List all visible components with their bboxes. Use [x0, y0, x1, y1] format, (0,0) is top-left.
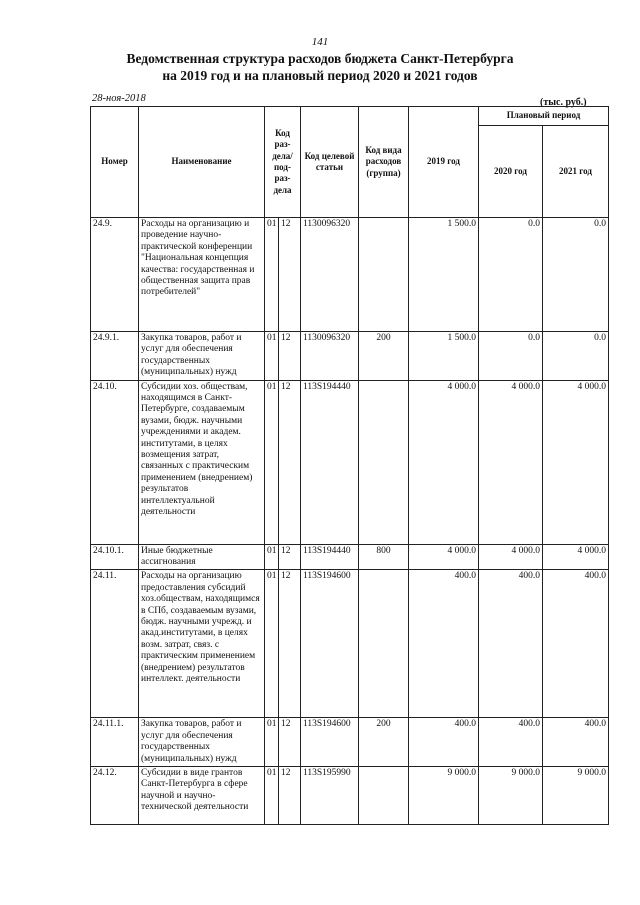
row-2021: 9 000.0: [543, 767, 609, 825]
row-number: 24.11.1.: [91, 718, 139, 767]
row-number: 24.9.1.: [91, 332, 139, 381]
document-date: 28-ноя-2018: [92, 93, 146, 104]
row-2019: 1 500.0: [409, 332, 479, 381]
row-2019: 4 000.0: [409, 544, 479, 570]
header-planned-period: Плановый период: [479, 107, 609, 126]
row-2019: 4 000.0: [409, 380, 479, 544]
row-subsection: 12: [279, 570, 301, 718]
title-line-1: Ведомственная структура расходов бюджета Санкт-Петербурга: [126, 51, 514, 66]
row-section: 01: [265, 218, 279, 332]
units-label: (тыс. руб.): [540, 97, 587, 108]
row-2021: 4 000.0: [543, 380, 609, 544]
row-2019: 9 000.0: [409, 767, 479, 825]
row-name: Расходы на организацию и проведение научно-практической конференции "Национальная концепция качества: государственная и общественная защита прав потребителей": [139, 218, 265, 332]
header-exptype: Код вида расходов (группа): [359, 107, 409, 218]
row-target: 113S194600: [301, 570, 359, 718]
row-2021: 4 000.0: [543, 544, 609, 570]
header-2020: 2020 год: [479, 126, 543, 218]
row-target: 113S194440: [301, 544, 359, 570]
row-subsection: 12: [279, 767, 301, 825]
row-number: 24.10.1.: [91, 544, 139, 570]
table-row: [91, 544, 609, 570]
header-2019: 2019 год: [409, 107, 479, 218]
row-2020: 0.0: [479, 218, 543, 332]
row-target: 113S194600: [301, 718, 359, 767]
row-exptype: [359, 218, 409, 332]
row-target: 1130096320: [301, 218, 359, 332]
row-2020: 4 000.0: [479, 380, 543, 544]
header-2021: 2021 год: [543, 126, 609, 218]
row-name: Иные бюджетные ассигнования: [139, 544, 265, 570]
row-exptype: 800: [359, 544, 409, 570]
row-exptype: [359, 767, 409, 825]
row-name: Субсидии в виде грантов Санкт-Петербурга в сфере научной и научно-технической деятельности: [139, 767, 265, 825]
row-2020: 0.0: [479, 332, 543, 381]
row-2019: 1 500.0: [409, 218, 479, 332]
table-row: [91, 767, 609, 825]
document-title: [40, 50, 600, 84]
row-section: 01: [265, 380, 279, 544]
row-2021: 400.0: [543, 570, 609, 718]
row-2021: 400.0: [543, 718, 609, 767]
table-row: [91, 332, 609, 381]
row-exptype: [359, 380, 409, 544]
row-section: 01: [265, 767, 279, 825]
row-section: 01: [265, 544, 279, 570]
row-target: 113S195990: [301, 767, 359, 825]
row-number: 24.12.: [91, 767, 139, 825]
budget-table: [90, 106, 609, 825]
header-section: Код раз-дела/ под-раз-дела: [265, 107, 301, 218]
row-number: 24.10.: [91, 380, 139, 544]
row-section: 01: [265, 570, 279, 718]
row-subsection: 12: [279, 332, 301, 381]
row-exptype: 200: [359, 332, 409, 381]
row-2021: 0.0: [543, 218, 609, 332]
row-2020: 400.0: [479, 718, 543, 767]
table-row: [91, 218, 609, 332]
table-row: [91, 380, 609, 544]
row-2021: 0.0: [543, 332, 609, 381]
row-target: 113S194440: [301, 380, 359, 544]
row-subsection: 12: [279, 544, 301, 570]
row-subsection: 12: [279, 380, 301, 544]
row-name: Закупка товаров, работ и услуг для обеспечения государственных (муниципальных) нужд: [139, 332, 265, 381]
row-name: Закупка товаров, работ и услуг для обеспечения государственных (муниципальных) нужд: [139, 718, 265, 767]
row-number: 24.11.: [91, 570, 139, 718]
row-section: 01: [265, 332, 279, 381]
row-2020: 9 000.0: [479, 767, 543, 825]
header-number: Номер: [91, 107, 139, 218]
row-2019: 400.0: [409, 570, 479, 718]
row-2020: 400.0: [479, 570, 543, 718]
row-section: 01: [265, 718, 279, 767]
row-number: 24.9.: [91, 218, 139, 332]
row-2019: 400.0: [409, 718, 479, 767]
table-row: [91, 570, 609, 718]
row-subsection: 12: [279, 218, 301, 332]
row-name: Расходы на организацию предоставления субсидий хоз.обществам, находящимся в СПб, создаваемым вузами, бюдж. научными учрежд. и акад.институтами, в целях возм. затрат, связ. с практическим применением (внедрением) результатов интеллект. деятельности: [139, 570, 265, 718]
header-target: Код целевой статьи: [301, 107, 359, 218]
row-name: Субсидии хоз. обществам, находящимся в Санкт-Петербурге, создаваемым вузами, бюдж. научными учреждениями и академ. институтами, в целях возмещения затрат, связанных с практическим применением (внедрением) результатов интеллектуальной деятельности: [139, 380, 265, 544]
page-number: 141: [311, 36, 329, 48]
table-row: [91, 718, 609, 767]
header-row-1: [91, 107, 609, 126]
row-subsection: 12: [279, 718, 301, 767]
row-exptype: [359, 570, 409, 718]
row-exptype: 200: [359, 718, 409, 767]
header-name: Наименование: [139, 107, 265, 218]
row-2020: 4 000.0: [479, 544, 543, 570]
title-line-2: на 2019 год и на плановый период 2020 и 2021 годов: [162, 68, 478, 83]
row-target: 1130096320: [301, 332, 359, 381]
